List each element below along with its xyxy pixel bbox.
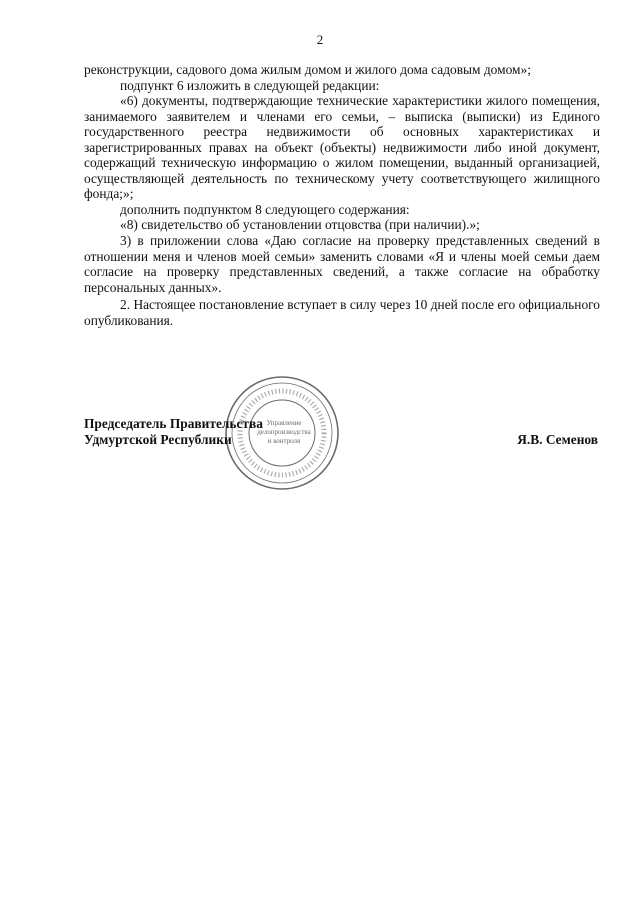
paragraph-5: «8) свидетельство об установлении отцовства (при наличии).»; <box>120 217 480 233</box>
paragraph-3: «6) документы, подтверждающие технические характеристики жилого помещения, занимаемого заявителем и членами его семьи, – выписка (выписки) из Единого государственного реестра недвижимости об основных характеристиках и зарегистрированных правах на объект (объекты) недвижимости либо иной документ, содержащий техническую информацию о жилом помещении, выданный организацией, осуществляющей деятельность по техническому учету соответствующего жилищного фонда;»; <box>84 93 600 202</box>
paragraph-4: дополнить подпунктом 8 следующего содержания: <box>120 201 410 217</box>
seal-text-line1: Управление <box>266 419 302 427</box>
signatory-position <box>84 416 263 448</box>
seal-text-line3: и контроля <box>267 437 301 445</box>
signatory-position-line1: Председатель Правительства <box>84 416 263 431</box>
signatory-name: Я.В. Семенов <box>517 432 598 447</box>
seal-text-line2: делопроизводства <box>257 428 311 436</box>
paragraph-1: реконструкции, садового дома жилым домом и жилого дома садовым домом»; <box>84 62 531 77</box>
paragraph-7: 2. Настоящее постановление вступает в силу через 10 дней после его официального опубликования. <box>84 297 600 328</box>
document-body <box>84 62 600 328</box>
page-number: 2 <box>316 32 324 47</box>
paragraph-2: подпункт 6 изложить в следующей редакции: <box>120 77 380 93</box>
signatory-position-line2: Удмуртской Республики <box>84 432 232 447</box>
paragraph-6: 3) в приложении слова «Даю согласие на проверку представленных сведений в отношении меня и членов моей семьи» заменить словами «Я и члены моей семьи даем согласие на проверку представленных сведений, а также согласие на обработку персональных данных». <box>84 233 600 295</box>
